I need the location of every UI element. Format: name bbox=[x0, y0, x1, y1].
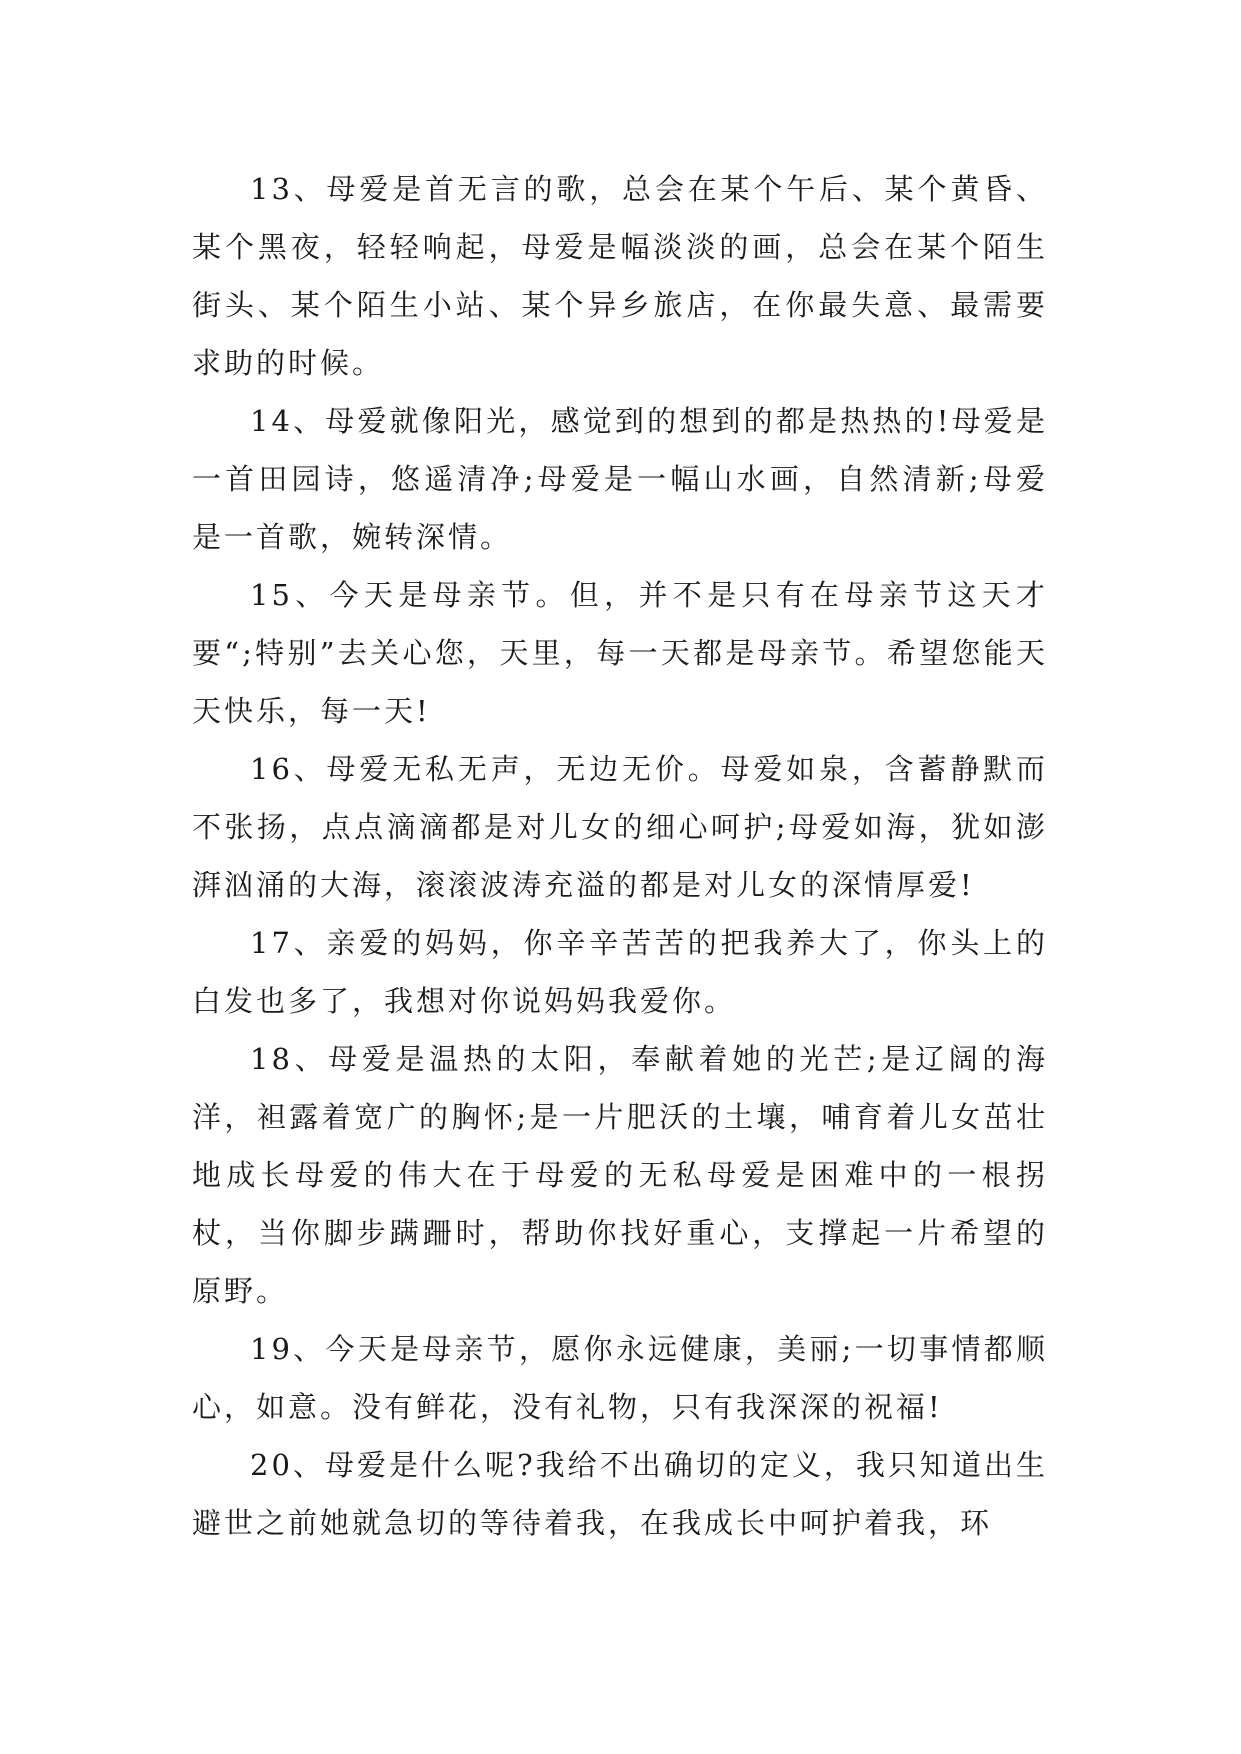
paragraph-13: 13、母爱是首无言的歌，总会在某个午后、某个黄昏、某个黑夜，轻轻响起，母爱是幅淡淡的画，总会在某个陌生街头、某个陌生小站、某个异乡旅店，在你最失意、最需要求助的时候。 bbox=[192, 172, 1048, 380]
paragraph-20: 20、母爱是什么呢?我给不出确切的定义，我只知道出生避世之前她就急切的等待着我，在我成长中呵护着我，环 bbox=[192, 1448, 1048, 1540]
paragraph-19: 19、今天是母亲节，愿你永远健康，美丽;一切事情都顺心，如意。没有鲜花，没有礼物，只有我深深的祝福! bbox=[192, 1332, 1048, 1424]
paragraph-18: 18、母爱是温热的太阳，奉献着她的光芒;是辽阔的海洋，袒露着宽广的胸怀;是一片肥沃的土壤，哺育着儿女茁壮地成长母爱的伟大在于母爱的无私母爱是困难中的一根拐杖，当你脚步蹒跚时，帮助你找好重心，支撑起一片希望的原野。 bbox=[192, 1042, 1048, 1308]
paragraph-16: 16、母爱无私无声，无边无价。母爱如泉，含蓄静默而不张扬，点点滴滴都是对儿女的细心呵护;母爱如海，犹如澎湃汹涌的大海，滚滚波涛充溢的都是对儿女的深情厚爱! bbox=[192, 752, 1048, 902]
document-body bbox=[192, 160, 1048, 1552]
paragraph-14: 14、母爱就像阳光，感觉到的想到的都是热热的!母爱是一首田园诗，悠遥清净;母爱是一幅山水画，自然清新;母爱是一首歌，婉转深情。 bbox=[192, 404, 1048, 554]
paragraph-15: 15、今天是母亲节。但，并不是只有在母亲节这天才要“;特别”去关心您，天里，每一天都是母亲节。希望您能天天快乐，每一天! bbox=[192, 578, 1048, 728]
paragraph-17: 17、亲爱的妈妈，你辛辛苦苦的把我养大了，你头上的白发也多了，我想对你说妈妈我爱你。 bbox=[192, 926, 1048, 1018]
